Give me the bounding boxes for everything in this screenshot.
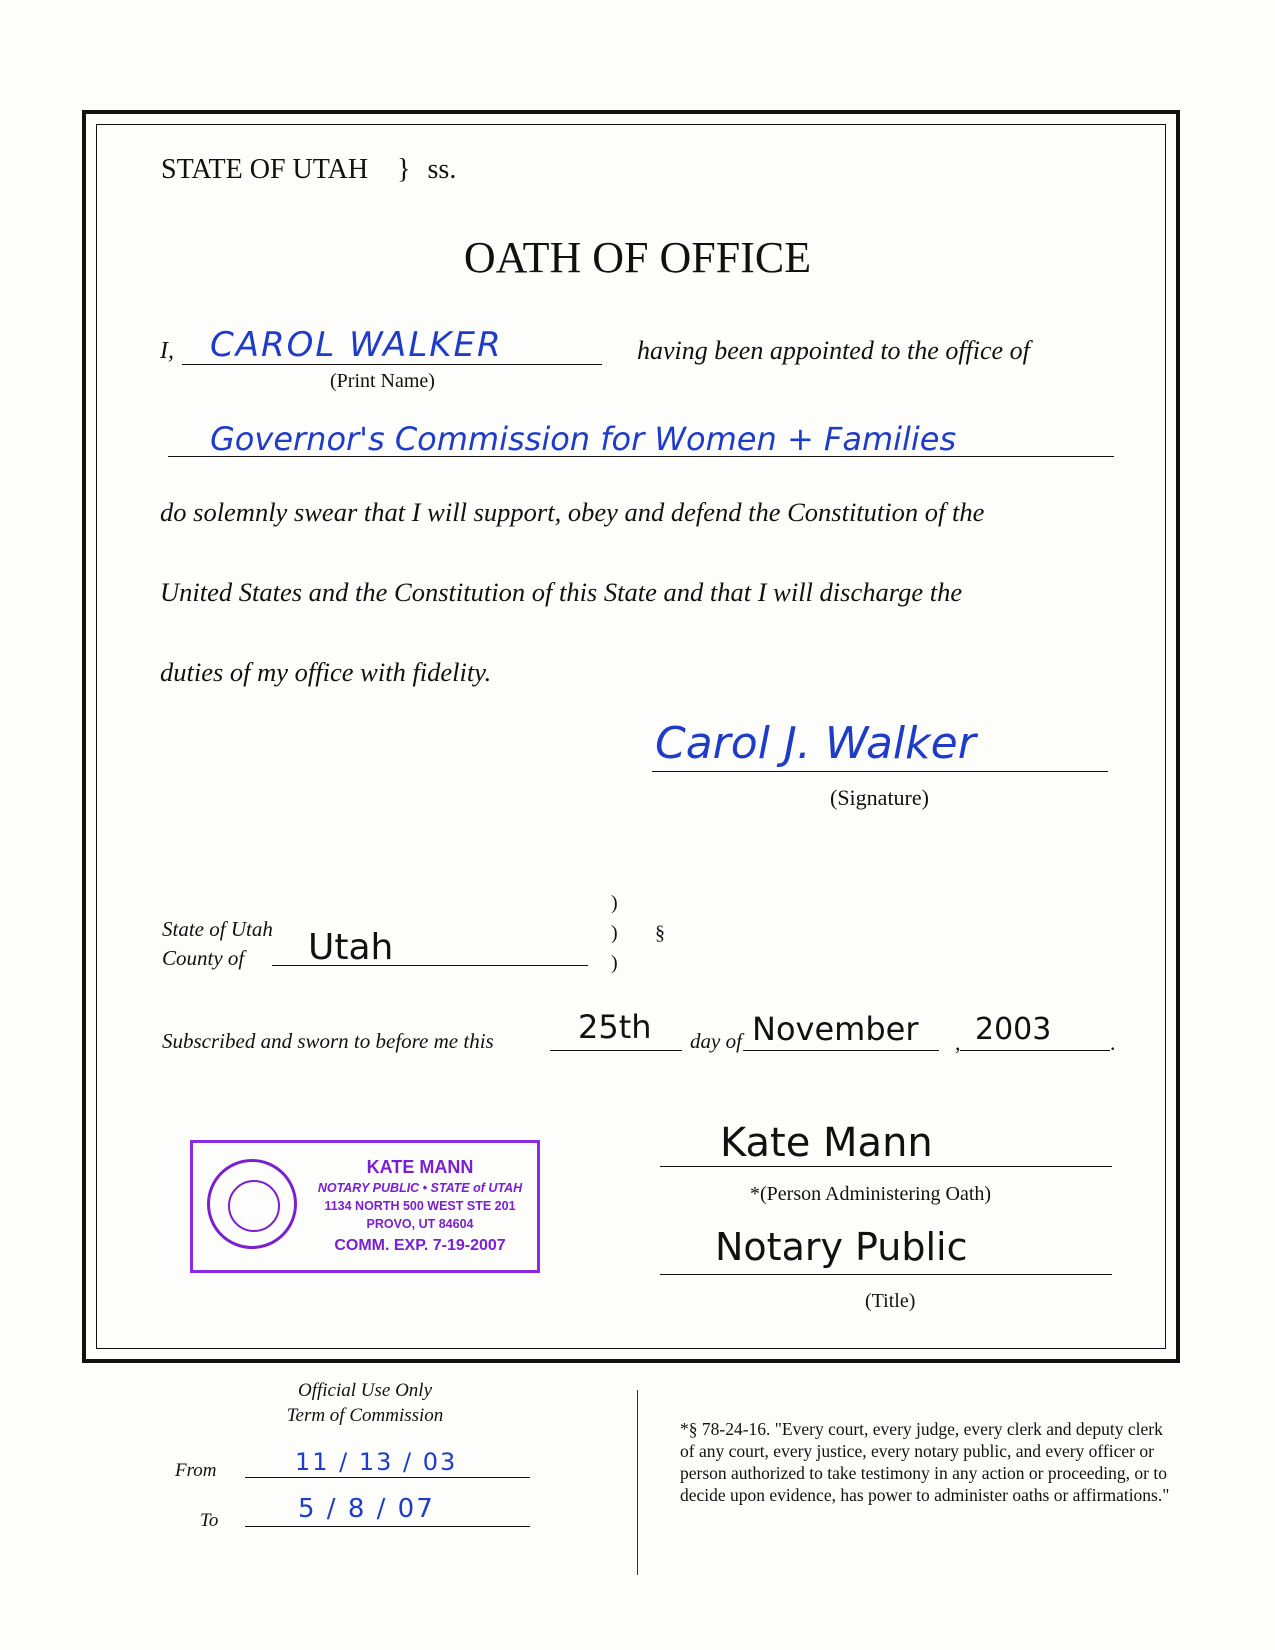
- statute-footnote: *§ 78-24-16. "Every court, every judge, every clerk and deputy clerk of any court, every justice, every notary public, and every officer or person authorized to take testimony in any action or proceeding, or to decide upon evidence, has power to administer oaths or affirmations.": [680, 1419, 1170, 1505]
- office-value: Governor's Commission for Women + Families: [210, 420, 957, 458]
- print-name-caption: (Print Name): [330, 370, 435, 392]
- signature-line: [652, 771, 1108, 772]
- to-line: [245, 1526, 530, 1527]
- print-name-value: CAROL WALKER: [210, 325, 503, 365]
- stamp-line-4: COMM. EXP. 7-19-2007: [334, 1237, 506, 1254]
- stamp-line-1: NOTARY PUBLIC • STATE of UTAH: [317, 1181, 523, 1195]
- official-heading-2: Term of Commission: [286, 1405, 444, 1426]
- sworn-day: 25th: [578, 1008, 652, 1046]
- to-label: To: [200, 1510, 219, 1531]
- state-seal-icon: [207, 1159, 297, 1249]
- sworn-month-line: [743, 1050, 939, 1051]
- i-label: I,: [160, 338, 174, 364]
- title-caption: (Title): [865, 1290, 916, 1312]
- page-title: OATH OF OFFICE: [463, 233, 812, 282]
- notary-stamp: [190, 1140, 540, 1273]
- print-name-line: [182, 364, 602, 365]
- to-value: 5 / 8 / 07: [298, 1494, 435, 1524]
- venue-county-label: County of: [162, 946, 245, 970]
- county-line: [272, 965, 588, 966]
- sworn-day-of: day of: [690, 1029, 742, 1053]
- from-label: From: [175, 1460, 217, 1481]
- ss-label: ss.: [427, 154, 457, 185]
- official-heading-1: Official Use Only: [297, 1380, 433, 1401]
- stamp-line-3: PROVO, UT 84604: [366, 1217, 474, 1231]
- paren-1: ): [611, 892, 618, 914]
- oath-signature: Carol J. Walker: [655, 718, 976, 769]
- sworn-year: 2003: [975, 1012, 1052, 1047]
- oath-line-2: United States and the Constitution of this State and that I will discharge the: [160, 577, 963, 607]
- administrator-signature: Kate Mann: [720, 1120, 933, 1166]
- administrator-line: [660, 1166, 1112, 1167]
- paren-2: ): [611, 922, 618, 944]
- administrator-caption: *(Person Administering Oath): [750, 1183, 992, 1205]
- office-line: [168, 456, 1114, 457]
- section-mark: §: [655, 922, 665, 944]
- sworn-day-line: [550, 1050, 682, 1051]
- paren-3: ): [611, 952, 618, 974]
- sworn-period: .: [1110, 1030, 1116, 1055]
- sworn-text: Subscribed and sworn to before me this: [162, 1029, 494, 1053]
- from-value: 11 / 13 / 03: [295, 1448, 458, 1476]
- brace: }: [397, 154, 411, 185]
- signature-caption: (Signature): [830, 785, 929, 810]
- oath-line-1: do solemnly swear that I will support, obey and defend the Constitution of the: [160, 497, 985, 527]
- state-label: STATE OF UTAH: [161, 154, 369, 185]
- sworn-month: November: [752, 1010, 919, 1048]
- state-heading: [161, 154, 456, 186]
- sworn-year-line: [960, 1050, 1110, 1051]
- appointed-text: having been appointed to the office of: [637, 336, 1030, 365]
- title-line: [660, 1274, 1112, 1275]
- administrator-title: Notary Public: [715, 1225, 968, 1269]
- oath-line-3: duties of my office with fidelity.: [160, 657, 492, 687]
- sworn-comma: ,: [955, 1030, 961, 1055]
- stamp-name: KATE MANN: [366, 1157, 474, 1177]
- venue-state-label: State of Utah: [162, 917, 273, 941]
- stamp-line-2: 1134 NORTH 500 WEST STE 201: [324, 1199, 516, 1213]
- from-line: [245, 1477, 530, 1478]
- county-value: Utah: [308, 927, 394, 968]
- footer-divider: [637, 1390, 638, 1575]
